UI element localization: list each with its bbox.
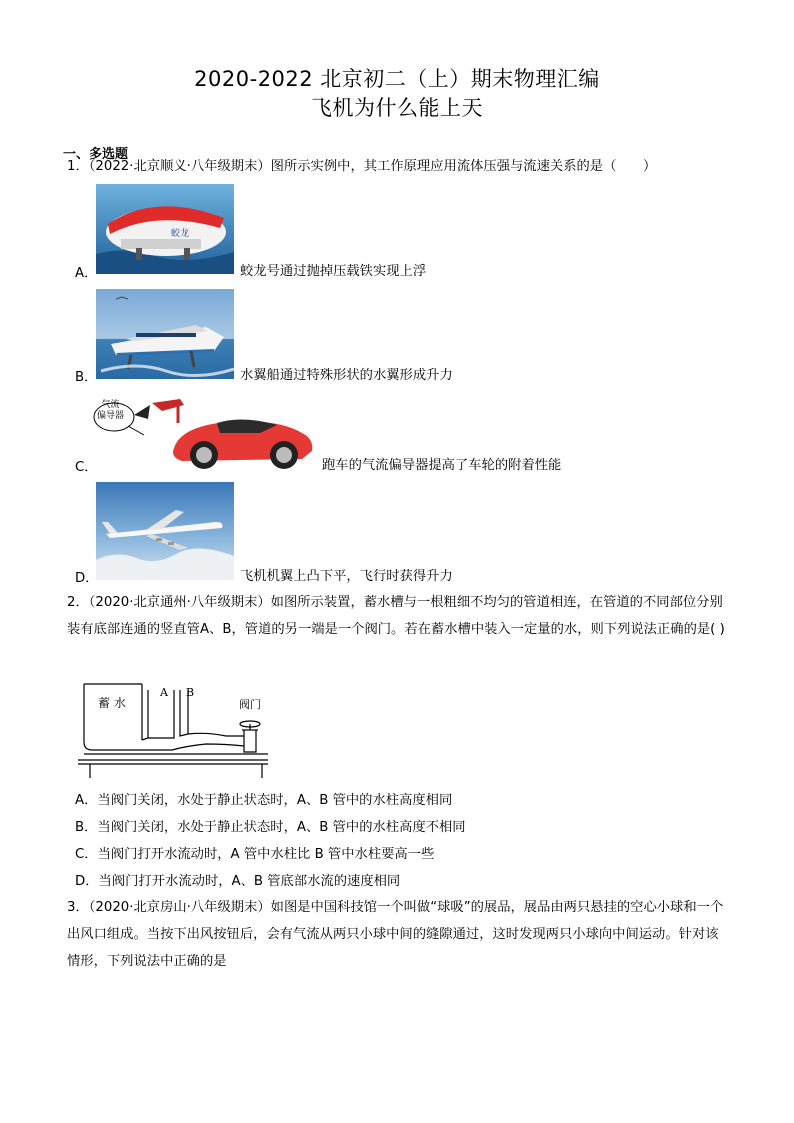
svg-text:蛟龙: 蛟龙 — [171, 229, 190, 239]
q1-option-b-letter: B． — [75, 370, 98, 385]
diagram-tube-b-label: B — [186, 686, 195, 699]
submersible-photo — [96, 184, 234, 274]
q1-option-a-letter: A． — [75, 266, 98, 281]
q1-option-c-text: 跑车的气流偏导器提高了车轮的附着性能 — [322, 458, 562, 473]
diagram-valve-label: 阀门 — [239, 698, 261, 711]
callout-line-2: 偏导器 — [97, 411, 125, 421]
q1-option-b-text: 水翼船通过特殊形状的水翼形成升力 — [240, 368, 453, 383]
sports-car-illustration — [92, 393, 320, 473]
q2-option-a: A．当阀门关闭，水处于静止状态时，A、B 管中的水柱高度相同 — [75, 793, 453, 808]
airplane-photo — [96, 482, 234, 580]
q2-option-d: D．当阀门打开水流动时，A、B 管底部水流的速度相同 — [75, 874, 401, 889]
hydrofoil-photo — [96, 289, 234, 379]
q1-option-a-text: 蛟龙号通过抛掉压载铁实现上浮 — [240, 264, 427, 279]
section-heading: 一、多选题 — [63, 147, 129, 162]
deflector-callout — [97, 400, 124, 422]
q1-option-d-text: 飞机机翼上凸下平，飞行时获得升力 — [240, 569, 453, 584]
q1-option-d-letter: D． — [75, 571, 99, 586]
callout-line-1: 气流 — [101, 400, 120, 410]
question-1-stem: 1．（2022·北京顺义·八年级期末）图所示实例中，其工作原理应用流体压强与流速关系的是（ ） — [67, 159, 657, 174]
page-title: 2020-2022 北京初二（上）期末物理汇编 — [194, 67, 600, 91]
q2-option-c: C．当阀门打开水流动时，A 管中水柱比 B 管中水柱要高一些 — [75, 847, 435, 862]
q1-option-c-letter: C． — [75, 460, 98, 475]
q2-option-b: B．当阀门关闭，水处于静止状态时，A、B 管中的水柱高度不相同 — [75, 820, 466, 835]
page-subtitle: 飞机为什么能上天 — [311, 96, 483, 120]
diagram-tank-label: 蓄 水 — [98, 696, 126, 710]
question-3-stem: 3．（2020·北京房山·八年级期末）如图是中国科技馆一个叫做“球吸”的展品，展品由两只悬挂的空心小球和一个出风口组成。当按下出风按钮后，会有气流从两只小球中间的缝隙通过，这时发现两只小球向中间运动。针对该情形，下列说法中正确的是 — [67, 900, 724, 969]
question-2-stem: 2．（2020·北京通州·八年级期末）如图所示装置，蓄水槽与一根粗细不均匀的管道相连，在管道的不同部位分别装有底部连通的竖直管A、B，管道的另一端是一个阀门。若在蓄水槽中装入一定量的水，则下列说法正确的是( ) — [67, 595, 725, 637]
diagram-tube-a-label: A — [160, 686, 168, 699]
